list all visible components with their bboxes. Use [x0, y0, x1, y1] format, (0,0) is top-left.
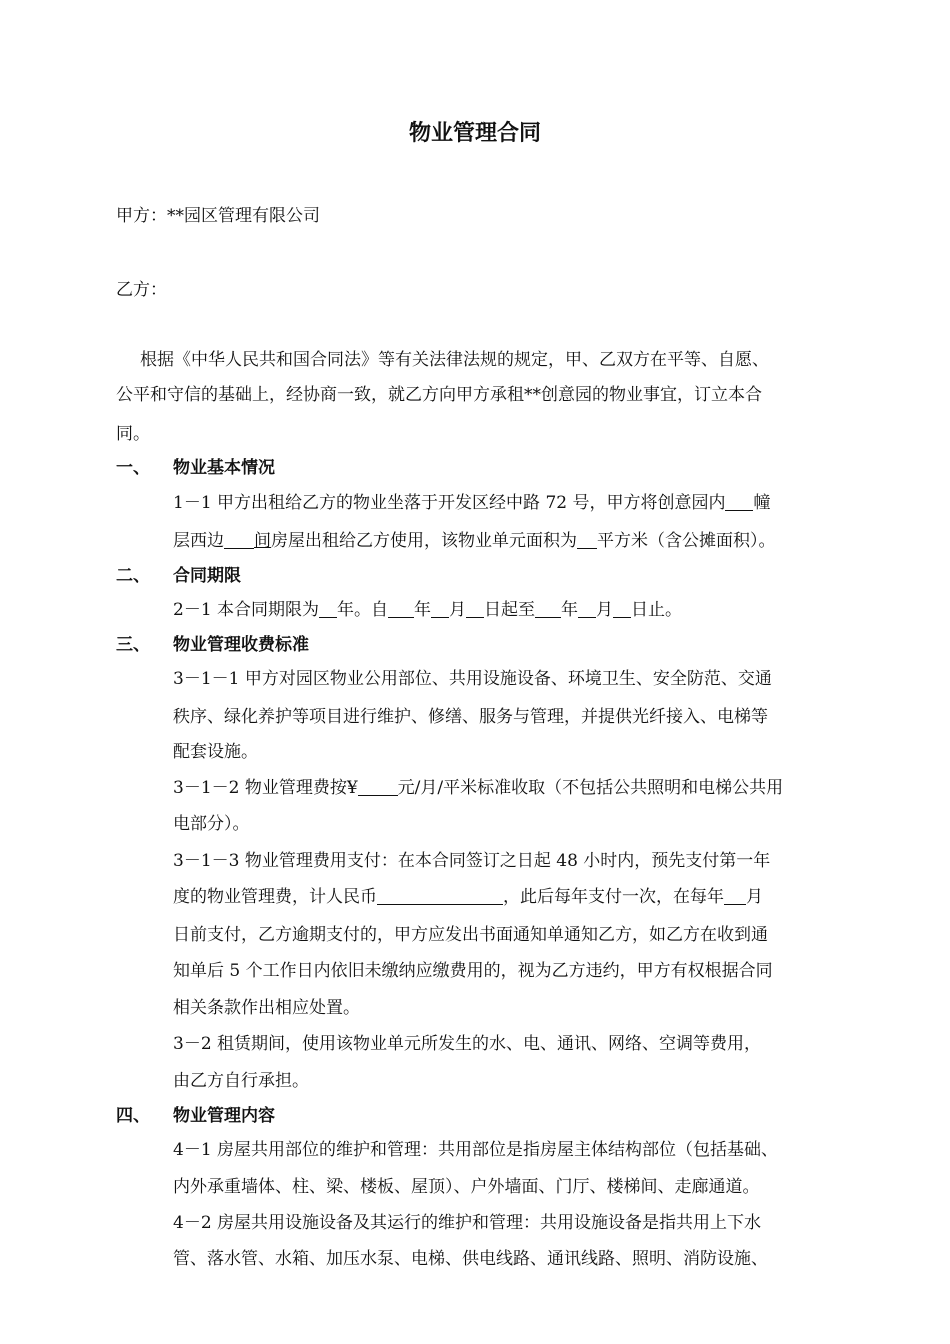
fill-blank	[725, 492, 753, 511]
clause-text: 幢	[753, 493, 771, 513]
clause-line	[173, 530, 776, 552]
party-b: 乙方：	[116, 280, 167, 300]
clause-line	[173, 492, 770, 514]
fill-blank	[577, 530, 597, 549]
section-title: 物业基本情况	[173, 458, 275, 478]
section-number: 一、	[116, 458, 150, 478]
clause-text: 年	[414, 600, 432, 620]
clause-text: 年	[561, 600, 579, 620]
section-title: 合同期限	[173, 566, 241, 586]
clause-line	[173, 886, 763, 908]
fill-blank	[377, 886, 503, 905]
clause-line	[173, 599, 682, 621]
clause-text: 日起至	[484, 600, 536, 620]
clause-text: 元/月/平米标准收取（不包括公共照明和电梯公共用	[397, 778, 784, 798]
fill-blank	[535, 599, 561, 618]
section-heading-1	[116, 457, 275, 479]
document-title: 物业管理合同	[408, 121, 541, 146]
clause-text: 月	[746, 887, 763, 907]
preamble-line: 公平和守信的基础上，经协商一致，就乙方向甲方承租**创意园的物业事宜，订立本合	[116, 385, 762, 405]
clause-line: 电部分）。	[173, 814, 250, 834]
section-title: 物业管理收费标准	[173, 635, 309, 655]
fill-blank	[578, 599, 596, 618]
party-a: 甲方：**园区管理有限公司	[116, 206, 320, 226]
clause-text: 层西边	[173, 531, 224, 551]
fill-blank	[319, 599, 337, 618]
section-heading-3	[116, 634, 309, 656]
clause-line: 相关条款作出相应处置。	[173, 998, 360, 1018]
clause-line: 内外承重墙体、柱、梁、楼板、屋顶）、户外墙面、门厅、楼梯间、走廊通道。	[173, 1177, 760, 1197]
clause-text: 月	[596, 600, 614, 620]
clause-line: 知单后 5 个工作日内依旧未缴纳应缴费用的，视为乙方违约，甲方有权根据合同	[173, 961, 773, 981]
clause-text: 日止。	[631, 600, 683, 620]
clause-text: ，此后每年支付一次，在每年	[503, 887, 724, 907]
clause-line: 管、落水管、水箱、加压水泵、电梯、供电线路、通讯线路、照明、消防设施、	[173, 1249, 768, 1269]
clause-text: 度的物业管理费，计人民币	[173, 887, 377, 907]
clause-line: 4－1 房屋共用部位的维护和管理：共用部位是指房屋主体结构部位（包括基础、	[173, 1140, 779, 1160]
section-number: 三、	[116, 635, 150, 655]
clause-text: 2－1 本合同期限为	[173, 600, 320, 620]
fill-blank	[388, 599, 414, 618]
fill-blank	[358, 777, 398, 796]
clause-text: 平方米（含公摊面积）。	[597, 531, 776, 551]
clause-line: 由乙方自行承担。	[173, 1071, 309, 1091]
preamble-line: 根据《中华人民共和国合同法》等有关法律法规的规定，甲、乙双方在平等、自愿、	[140, 350, 769, 370]
clause-text: 1－1 甲方出租给乙方的物业坐落于开发区经中路 72 号，甲方将创意园内	[173, 493, 726, 513]
clause-text: 间	[254, 531, 271, 551]
fill-blank	[613, 599, 631, 618]
clause-line	[173, 777, 783, 799]
clause-text: 年。自	[337, 600, 389, 620]
fill-blank	[224, 530, 254, 549]
section-number: 二、	[116, 566, 150, 586]
clause-text: 3－1－2 物业管理费按¥	[173, 778, 358, 798]
clause-text: 月	[449, 600, 467, 620]
section-heading-2	[116, 565, 241, 587]
section-number: 四、	[116, 1106, 150, 1126]
fill-blank	[466, 599, 484, 618]
clause-text: 房屋出租给乙方使用，该物业单元面积为	[271, 531, 577, 551]
clause-line: 秩序、绿化养护等项目进行维护、修缮、服务与管理，并提供光纤接入、电梯等	[173, 707, 768, 727]
fill-blank	[431, 599, 449, 618]
clause-line: 日前支付，乙方逾期支付的，甲方应发出书面通知单通知乙方，如乙方在收到通	[173, 925, 768, 945]
clause-line: 4－2 房屋共用设施设备及其运行的维护和管理：共用设施设备是指共用上下水	[173, 1213, 762, 1233]
clause-line: 3－1－1 甲方对园区物业公用部位、共用设施设备、环境卫生、安全防范、交通	[173, 669, 772, 689]
preamble-line: 同。	[116, 424, 150, 444]
section-heading-4	[116, 1105, 275, 1127]
section-title: 物业管理内容	[173, 1106, 275, 1126]
clause-line: 3－1－3 物业管理费用支付：在本合同签订之日起 48 小时内，预先支付第一年	[173, 851, 771, 871]
clause-line: 配套设施。	[173, 742, 258, 762]
clause-line: 3－2 租赁期间，使用该物业单元所发生的水、电、通讯、网络、空调等费用，	[173, 1034, 762, 1054]
fill-blank	[724, 886, 746, 905]
